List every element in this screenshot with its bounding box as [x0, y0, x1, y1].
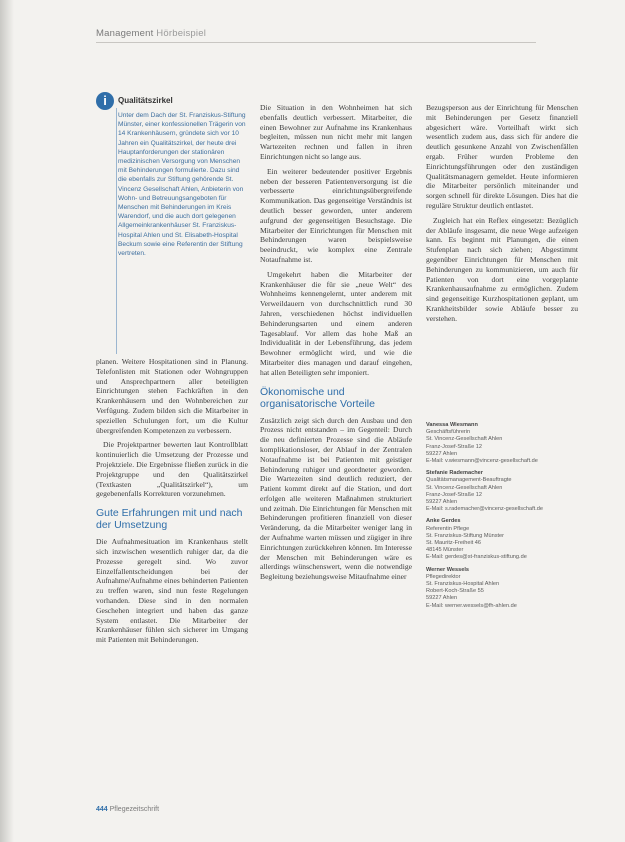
contact-line: 59227 Ahlen — [426, 499, 458, 506]
contact-name: Werner Wessels — [426, 566, 470, 573]
contact-line: St. Franziskus-Hospital Ahlen — [426, 581, 500, 588]
contact-name: Anke Gerdes — [426, 518, 461, 525]
info-icon: i — [96, 92, 114, 110]
contact-list — [426, 422, 586, 615]
contact-name: Vanessa Wiesmann — [426, 422, 478, 428]
paragraph: Umgekehrt haben die Mitarbeiter der Krankenhäuser die für sie „neue Welt“ des Wohnheims kennengelernt, unter anderem mit Verweildauern von durchschnittlich rund 30 Jahren, verschiedenen höchst individuellen Behinderungsarten und einem anderen Tagesablauf. Vor allem das hohe Maß an Individualität in der Lebensführung, das jedem Bewohner ermöglicht wird, und wie die Mitarbeiter dies managen und darauf eingehen, hat allen Beteiligten sehr imponiert. — [260, 269, 412, 377]
section-heading: Ökonomische und organisatorische Vorteile — [260, 385, 375, 410]
text-column-2 — [260, 103, 412, 587]
section-heading: Gute Erfahrungen mit und nach der Umsetzung — [96, 507, 243, 532]
contact-line: 59227 Ahlen — [426, 595, 458, 602]
contact-line: Franz-Josef-Straße 12 — [426, 491, 482, 498]
contact-block — [426, 518, 586, 561]
contact-line: 48145 Münster — [426, 547, 464, 554]
paragraph: Die Projektpartner bewerten laut Kontrollblatt kontinuierlich die Umsetzung der Prozesse und Projektziele. Die Ergebnisse fließen zurück in die Projektgruppe und den Qualitätszirkel (Textkasten „Qualitätszirkel“), um gegebenenfalls Korrekturen vorzunehmen. — [96, 440, 248, 499]
contact-email[interactable]: E-Mail: gerdes@st-franziskus-stiftung.de — [426, 554, 527, 561]
contact-block — [426, 470, 586, 513]
paragraph: Die Situation in den Wohnheimen hat sich ebenfalls deutlich verbessert. Mitarbeiter, die einen Bewohner zur Aufnahme ins Krankenhaus begleiten, müssen nun nicht mehr mit langen Wartezeiten rechnen und fallen in ihren Einrichtungen nicht so lange aus. — [260, 103, 412, 161]
contact-line: St. Mauritz-Freiheit 46 — [426, 540, 482, 547]
paragraph: Ein weiterer bedeutender positiver Ergebnis neben der besseren Patientenversorgung ist die verbesserte einrichtungsübergreifende Kommunikation. Das gegenseitige Verständnis ist deutlich besser geworden, unter anderem aufgrund der gegenseitigen Besuchstage. Die Mitarbeiter der Einrichtungen für Menschen mit Behinderungen waren beispielsweise beeindruckt, wie komplex eine Zentrale Notaufnahme ist. — [260, 166, 412, 264]
contact-line: Referentin Pflege — [426, 525, 470, 532]
header-topic: Hörbeispiel — [156, 28, 207, 39]
header-rule — [96, 42, 536, 43]
page-footer — [96, 806, 159, 813]
contact-line: 59227 Ahlen — [426, 450, 458, 457]
contact-block — [426, 567, 586, 610]
contact-line: St. Vincenz-Gesellschaft Ahlen — [426, 436, 503, 443]
text-column-3 — [426, 103, 578, 329]
page-number: 444 — [96, 806, 108, 813]
info-box-text: Unter dem Dach der St. Franziskus-Stiftung Münster, einer konfessionellen Trägerin von 14 Krankenhäusern, gründete sich vor 10 Jahren ein Qualitätszirkel, der heute drei Hauptanforderungen der stationären medizinischen Versorgung von Menschen mit Behinderungen formulierte. Dazu sind die ebenfalls zur Stiftung gehörende St. Vincenz Gesellschaft Ahlen, Anbieterin von Wohn- und Betreuungsangeboten für Menschen mit Behinderungen im Kreis Warendorf, und die auch dort gelegenen Allgemeinkrankenhäuser St. Franziskus-Hospital Ahlen und St. Elisabeth-Hospital Beckum sowie eine Referentin der Stiftung vertreten. — [118, 112, 246, 258]
info-box-divider — [116, 108, 117, 354]
contact-line: Pflegedirektor — [426, 573, 461, 580]
contact-block — [426, 422, 586, 465]
contact-line: Franz-Josef-Straße 12 — [426, 443, 482, 450]
info-box-qualitaetszirkel — [96, 92, 248, 354]
issue-label: Pflegezeitschrift — [109, 806, 160, 813]
paragraph: planen. Weitere Hospitationen sind in Planung. Telefonlisten mit Stationen oder Wohngruppen und Ansprechpartnern aller beteiligten Einrichtungen stehen Fachkräften in den Krankenhäusern und den Wohnbereichen zur Verfügung. Zudem bilden sich die Mitarbeiter in speziellen Schulungen fort, um die Kultur übergreifenden Kompetenzen zu verbessern. — [96, 357, 248, 435]
info-box-title: Qualitätszirkel — [118, 96, 173, 105]
contact-line: Geschäftsführerin — [426, 429, 471, 436]
contact-line: Qualitätsmanagement-Beauftragte — [426, 477, 512, 484]
page-header — [96, 28, 536, 39]
contact-line: St. Vincenz-Gesellschaft Ahlen — [426, 484, 503, 491]
contact-email[interactable]: E-Mail: s.rademacher@vincenz-gesellschaft.de — [426, 506, 543, 513]
paragraph: Zusätzlich zeigt sich durch den Ausbau und den Prozess nicht entstanden – im Gegenteil: Durch die neu definierten Prozesse sind die Abläufe komplikationsloser, der Ablauf in der Zentralen Notaufnahme ist bei Patienten mit geistiger Behinderung ruhiger und geordneter geworden. Die Wartezeiten sind deutlich reduziert, der Patient kommt direkt auf die Station, und dort erfolgen alle weiteren Maßnahmen strukturiert und zeitnah. Die Einrichtungen für Menschen mit Behinderungen profitieren finanziell von dieser Veränderung, da die Mitarbeiter weniger lang in der Aufnahme warten müssen und zügiger in ihre Einrichtungen zurückkehren können. Im Interesse der Menschen mit Behinderungen wäre es allerdings wünschenswert, wenn die notwendige Begleitung beziehungsweise Mitaufnahme einer — [260, 415, 412, 582]
contact-email[interactable]: E-Mail: werner.wessels@fh-ahlen.de — [426, 602, 517, 609]
contact-line: Robert-Koch-Straße 55 — [426, 588, 484, 595]
contact-name: Stefanie Rademacher — [426, 470, 483, 477]
text-column-1 — [96, 357, 248, 650]
header-section: Management — [96, 28, 154, 39]
contact-email[interactable]: E-Mail: v.wiesmann@vincenz-gesellschaft.de — [426, 458, 538, 465]
paragraph: Die Aufnahmesituation im Krankenhaus stellt sich inzwischen wesentlich ruhiger dar, da die Prozesse geregelt sind. Wo zuvor Einzelfallentscheidungen bei der Aufnahme/Aufnahme eines behinderten Patienten zu treffen waren, sind nun feste Regelungen vorhanden. Diese sind in den normalen Geschehen integriert und haben das ganze System entlastet. Die Mitarbeiter der Krankenhäuser fühlen sich sicherer im Umgang mit Patienten mit Behinderungen. — [96, 537, 248, 645]
paragraph: Zugleich hat ein Reflex eingesetzt: Bezüglich der Abläufe insgesamt, die neue Wege aufzeigen kann. Es beginnt mit Planungen, die einen Stufenplan nach sich ziehen; Abgestimmt gegenüber Einrichtungen für Menschen mit Behinderungen zu kommunizieren, um auch für Patienten von dort eine vorgeplante Krankenhausaufnahme zu ermöglichen. Zudem sind gegenseitige Kurzhospitationen geplant, um Krankheitsbilder sowie Abläufe besser zu verstehen. — [426, 215, 578, 323]
paragraph: Bezugsperson aus der Einrichtung für Menschen mit Behinderungen per Gesetz finanziell abgesichert wäre. Vorteilhaft wirkt sich wesentlich zudem aus, dass sich für andere die deutlich gesunkene Anzahl von Zwischenfällen ergab. Früher wurden Probleme den Einrichtungsführungen oder den zuständigen Qualitätsmanagern gemeldet. Heute informieren die Mitarbeiter persönlich miteinander und sorgen schnell für direkte Lösungen. Dies hat die reguläre Struktur deutlich entlastet. — [426, 103, 578, 210]
contact-line: St. Franziskus-Stiftung Münster — [426, 532, 505, 539]
page-binding-shadow — [0, 0, 14, 842]
